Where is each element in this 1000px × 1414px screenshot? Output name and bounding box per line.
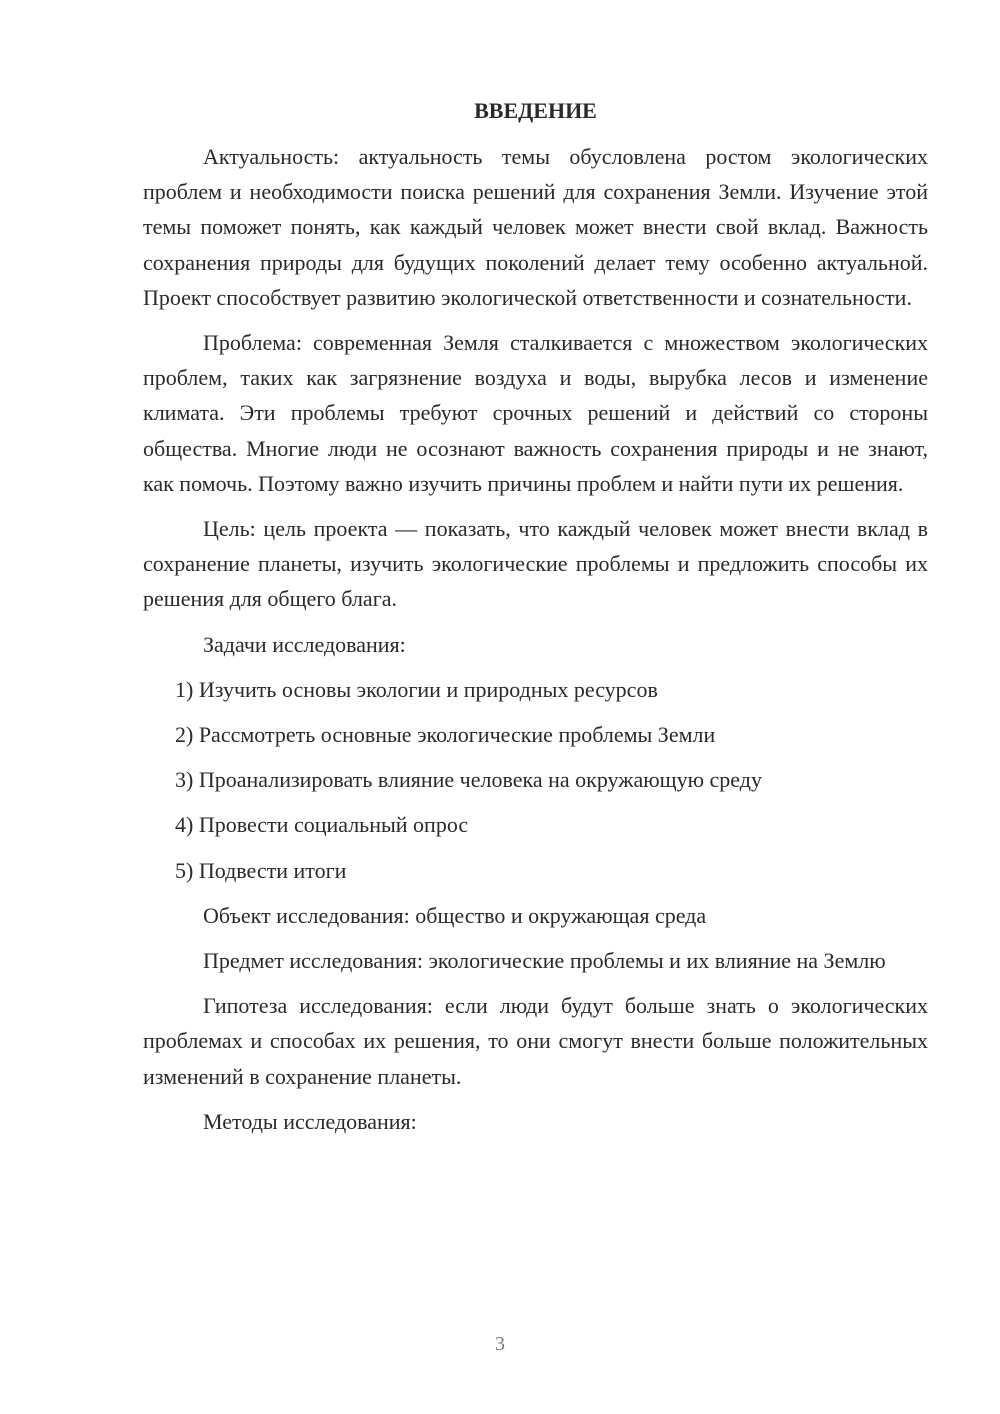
subject-paragraph: Предмет исследования: экологические проблемы и их влияние на Землю [203, 948, 886, 974]
list-item: 3) Проанализировать влияние человека на окружающую среду [175, 767, 762, 793]
list-item: 5) Подвести итоги [175, 857, 347, 883]
document-page [143, 95, 928, 1149]
methods-heading: Методы исследования: [203, 1108, 417, 1134]
list-item: 4) Провести социальный опрос [175, 812, 469, 838]
list-item: 2) Рассмотреть основные экологические проблемы Земли [175, 722, 716, 748]
relevance-paragraph: Актуальность: актуальность темы обусловлена ростом экологических проблем и необходимости поиска решений для сохранения Земли. Изучение этой темы поможет понять, как каждый человек может внести свой вклад. Важность сохранения природы для будущих поколений делает тему особенно актуальной. Проект способствует развитию экологической ответственности и сознательности. [143, 144, 928, 310]
page-number: 3 [495, 1333, 505, 1355]
problem-paragraph: Проблема: современная Земля сталкивается с множеством экологических проблем, таких как загрязнение воздуха и воды, вырубка лесов и изменение климата. Эти проблемы требуют срочных решений и действий со стороны общества. Многие люди не осознают важность сохранения природы и не знают, как помочь. Поэтому важно изучить причины проблем и найти пути их решения. [143, 330, 928, 496]
list-item: 1) Изучить основы экологии и природных ресурсов [175, 676, 658, 702]
goal-paragraph: Цель: цель проекта — показать, что каждый человек может внести вклад в сохранение планеты, изучить экологические проблемы и предложить способы их решения для общего блага. [143, 516, 928, 612]
hypothesis-paragraph: Гипотеза исследования: если люди будут больше знать о экологических проблемах и способах их решения, то они смогут внести больше положительных изменений в сохранение планеты. [143, 993, 928, 1089]
tasks-list [143, 672, 928, 888]
page-title: ВВЕДЕНИЕ [474, 98, 597, 123]
object-paragraph: Объект исследования: общество и окружающая среда [203, 902, 707, 928]
tasks-heading: Задачи исследования: [203, 631, 406, 657]
